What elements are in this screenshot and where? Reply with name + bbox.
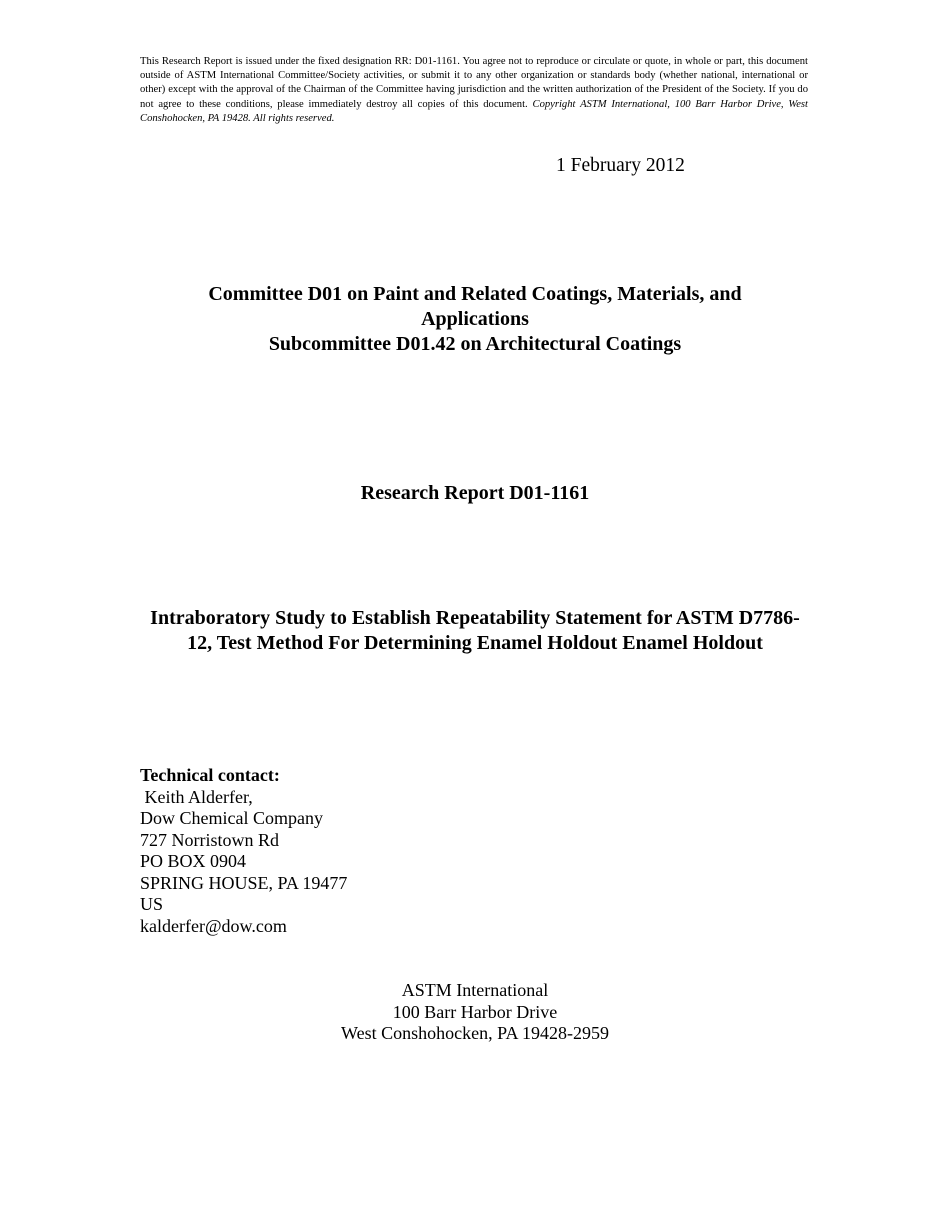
astm-street: 100 Barr Harbor Drive bbox=[392, 1001, 558, 1022]
study-title: Intraboratory Study to Establish Repeatability Statement for ASTM D7786-12, Test Method For Determining Enamel Holdout Enamel Holdout bbox=[150, 607, 800, 654]
subcommittee-name: Subcommittee D01.42 on Architectural Coatings bbox=[268, 333, 682, 355]
astm-address bbox=[140, 980, 810, 1045]
astm-name: ASTM International bbox=[401, 980, 549, 1000]
contact-po-box: PO BOX 0904 bbox=[140, 851, 247, 871]
contact-country: US bbox=[140, 894, 164, 914]
contact-city: SPRING HOUSE, PA 19477 bbox=[140, 872, 348, 893]
report-title: Research Report D01-1161 bbox=[360, 482, 590, 504]
disclaimer-text: This Research Report is issued under the fixed designation RR: D01-1161. You agree not to reproduce or circulate or quote, in whole or part, this document outside of ASTM International Committee/Society activities, or submit it to any other organization or standards body (whether national, international or other) except with the approval of the Chairman of the Committee having jurisdiction and the written authorization of the President of the Society. If you do not agree to these conditions, please immediately destroy all copies of this document. bbox=[140, 56, 808, 110]
copyright-notice: Copyright ASTM International, 100 Barr Harbor Drive, West Conshohocken, PA 19428. All rights reserved. bbox=[140, 98, 808, 124]
report-date: 1 February 2012 bbox=[556, 155, 685, 176]
committee-heading bbox=[140, 282, 810, 357]
technical-contact bbox=[140, 765, 347, 937]
contact-email: kalderfer@dow.com bbox=[140, 915, 287, 936]
astm-city: West Conshohocken, PA 19428-2959 bbox=[341, 1023, 609, 1043]
contact-name: Keith Alderfer, bbox=[140, 786, 253, 807]
disclaimer-notice bbox=[140, 55, 808, 126]
contact-label: Technical contact: bbox=[140, 765, 280, 785]
committee-name: Committee D01 on Paint and Related Coatings, Materials, and Applications bbox=[208, 283, 742, 330]
contact-street: 727 Norristown Rd bbox=[140, 829, 279, 850]
contact-company: Dow Chemical Company bbox=[140, 808, 323, 828]
